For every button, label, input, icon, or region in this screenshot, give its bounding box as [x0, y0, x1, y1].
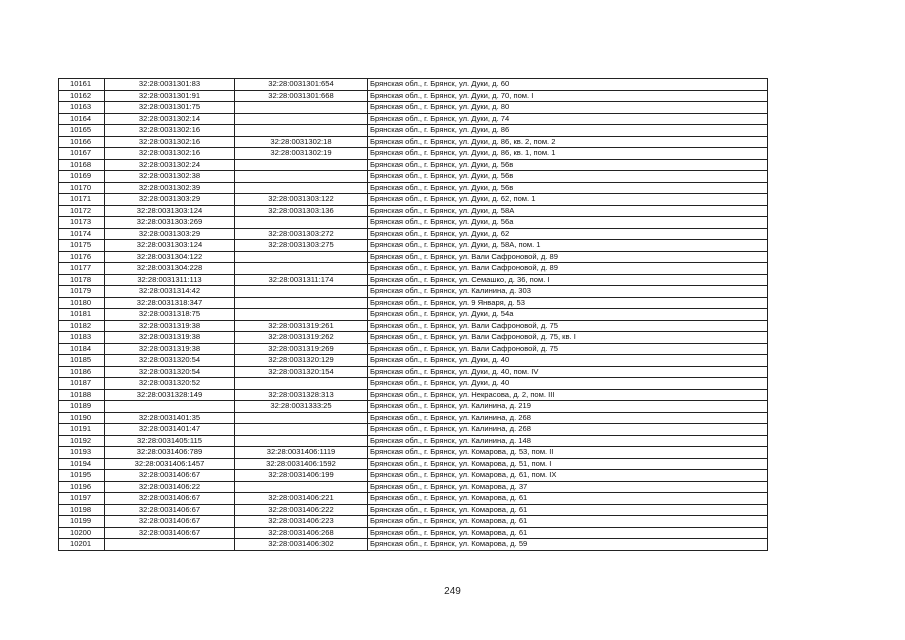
object-cadastral-cell — [235, 217, 368, 229]
row-number-cell: 10171 — [59, 194, 105, 206]
row-number-cell: 10182 — [59, 320, 105, 332]
row-number-cell: 10200 — [59, 527, 105, 539]
table-row — [59, 228, 768, 240]
table-row — [59, 389, 768, 401]
address-cell: Брянская обл., г. Брянск, ул. Комарова, д. 61 — [368, 493, 768, 505]
object-cadastral-cell — [235, 378, 368, 390]
address-cell: Брянская обл., г. Брянск, ул. Дуки, д. 58А, пом. 1 — [368, 240, 768, 252]
registry-table — [58, 78, 768, 551]
object-cadastral-cell — [235, 159, 368, 171]
land-plot-cadastral-cell: 32:28:0031302:16 — [105, 148, 235, 160]
address-cell: Брянская обл., г. Брянск, ул. Дуки, д. 54а — [368, 309, 768, 321]
object-cadastral-cell: 32:28:0031303:136 — [235, 205, 368, 217]
table-row — [59, 320, 768, 332]
object-cadastral-cell — [235, 102, 368, 114]
address-cell: Брянская обл., г. Брянск, ул. Дуки, д. 60 — [368, 79, 768, 91]
address-cell: Брянская обл., г. Брянск, ул. Комарова, д. 53, пом. II — [368, 447, 768, 459]
table-row — [59, 182, 768, 194]
row-number-cell: 10189 — [59, 401, 105, 413]
land-plot-cadastral-cell: 32:28:0031406:67 — [105, 504, 235, 516]
land-plot-cadastral-cell: 32:28:0031319:38 — [105, 332, 235, 344]
object-cadastral-cell — [235, 309, 368, 321]
table-row — [59, 286, 768, 298]
object-cadastral-cell: 32:28:0031320:154 — [235, 366, 368, 378]
row-number-cell: 10168 — [59, 159, 105, 171]
object-cadastral-cell: 32:28:0031406:221 — [235, 493, 368, 505]
object-cadastral-cell: 32:28:0031406:1592 — [235, 458, 368, 470]
land-plot-cadastral-cell: 32:28:0031320:52 — [105, 378, 235, 390]
table-row — [59, 136, 768, 148]
address-cell: Брянская обл., г. Брянск, ул. Дуки, д. 56в — [368, 182, 768, 194]
object-cadastral-cell: 32:28:0031406:302 — [235, 539, 368, 551]
object-cadastral-cell — [235, 171, 368, 183]
table-row — [59, 481, 768, 493]
row-number-cell: 10173 — [59, 217, 105, 229]
address-cell: Брянская обл., г. Брянск, ул. 9 Января, д. 53 — [368, 297, 768, 309]
address-cell: Брянская обл., г. Брянск, ул. Комарова, д. 61, пом. IX — [368, 470, 768, 482]
land-plot-cadastral-cell — [105, 539, 235, 551]
address-cell: Брянская обл., г. Брянск, ул. Дуки, д. 56в — [368, 159, 768, 171]
object-cadastral-cell: 32:28:0031406:268 — [235, 527, 368, 539]
land-plot-cadastral-cell: 32:28:0031318:347 — [105, 297, 235, 309]
table-row — [59, 274, 768, 286]
table-row — [59, 90, 768, 102]
table-row — [59, 125, 768, 137]
land-plot-cadastral-cell: 32:28:0031301:75 — [105, 102, 235, 114]
row-number-cell: 10186 — [59, 366, 105, 378]
land-plot-cadastral-cell: 32:28:0031303:29 — [105, 194, 235, 206]
registry-table-body — [59, 79, 768, 551]
table-row — [59, 102, 768, 114]
land-plot-cadastral-cell: 32:28:0031311:113 — [105, 274, 235, 286]
object-cadastral-cell: 32:28:0031320:129 — [235, 355, 368, 367]
row-number-cell: 10195 — [59, 470, 105, 482]
object-cadastral-cell: 32:28:0031319:262 — [235, 332, 368, 344]
address-cell: Брянская обл., г. Брянск, ул. Комарова, д. 51, пом. I — [368, 458, 768, 470]
object-cadastral-cell — [235, 251, 368, 263]
row-number-cell: 10174 — [59, 228, 105, 240]
row-number-cell: 10201 — [59, 539, 105, 551]
land-plot-cadastral-cell: 32:28:0031401:35 — [105, 412, 235, 424]
land-plot-cadastral-cell: 32:28:0031304:228 — [105, 263, 235, 275]
land-plot-cadastral-cell — [105, 401, 235, 413]
object-cadastral-cell — [235, 412, 368, 424]
land-plot-cadastral-cell: 32:28:0031328:149 — [105, 389, 235, 401]
row-number-cell: 10181 — [59, 309, 105, 321]
object-cadastral-cell: 32:28:0031406:222 — [235, 504, 368, 516]
table-row — [59, 527, 768, 539]
table-row — [59, 309, 768, 321]
table-row — [59, 435, 768, 447]
object-cadastral-cell — [235, 125, 368, 137]
address-cell: Брянская обл., г. Брянск, ул. Калинина, д. 219 — [368, 401, 768, 413]
object-cadastral-cell — [235, 286, 368, 298]
object-cadastral-cell: 32:28:0031302:18 — [235, 136, 368, 148]
object-cadastral-cell — [235, 424, 368, 436]
address-cell: Брянская обл., г. Брянск, ул. Вали Сафроновой, д. 75 — [368, 320, 768, 332]
table-row — [59, 171, 768, 183]
row-number-cell: 10166 — [59, 136, 105, 148]
row-number-cell: 10196 — [59, 481, 105, 493]
land-plot-cadastral-cell: 32:28:0031302:38 — [105, 171, 235, 183]
land-plot-cadastral-cell: 32:28:0031318:75 — [105, 309, 235, 321]
address-cell: Брянская обл., г. Брянск, ул. Дуки, д. 40, пом. IV — [368, 366, 768, 378]
row-number-cell: 10191 — [59, 424, 105, 436]
land-plot-cadastral-cell: 32:28:0031314:42 — [105, 286, 235, 298]
row-number-cell: 10185 — [59, 355, 105, 367]
address-cell: Брянская обл., г. Брянск, ул. Комарова, д. 61 — [368, 516, 768, 528]
address-cell: Брянская обл., г. Брянск, ул. Вали Сафроновой, д. 75, кв. I — [368, 332, 768, 344]
table-row — [59, 366, 768, 378]
land-plot-cadastral-cell: 32:28:0031406:67 — [105, 493, 235, 505]
object-cadastral-cell: 32:28:0031406:199 — [235, 470, 368, 482]
land-plot-cadastral-cell: 32:28:0031302:16 — [105, 125, 235, 137]
table-row — [59, 113, 768, 125]
address-cell: Брянская обл., г. Брянск, ул. Дуки, д. 58А — [368, 205, 768, 217]
land-plot-cadastral-cell: 32:28:0031406:67 — [105, 470, 235, 482]
table-row — [59, 401, 768, 413]
land-plot-cadastral-cell: 32:28:0031401:47 — [105, 424, 235, 436]
row-number-cell: 10198 — [59, 504, 105, 516]
table-row — [59, 240, 768, 252]
table-row — [59, 159, 768, 171]
row-number-cell: 10190 — [59, 412, 105, 424]
object-cadastral-cell: 32:28:0031328:313 — [235, 389, 368, 401]
address-cell: Брянская обл., г. Брянск, ул. Комарова, д. 37 — [368, 481, 768, 493]
row-number-cell: 10170 — [59, 182, 105, 194]
row-number-cell: 10180 — [59, 297, 105, 309]
table-row — [59, 263, 768, 275]
land-plot-cadastral-cell: 32:28:0031303:29 — [105, 228, 235, 240]
row-number-cell: 10161 — [59, 79, 105, 91]
table-row — [59, 493, 768, 505]
row-number-cell: 10188 — [59, 389, 105, 401]
object-cadastral-cell: 32:28:0031303:275 — [235, 240, 368, 252]
address-cell: Брянская обл., г. Брянск, ул. Калинина, д. 148 — [368, 435, 768, 447]
table-row — [59, 251, 768, 263]
row-number-cell: 10162 — [59, 90, 105, 102]
row-number-cell: 10169 — [59, 171, 105, 183]
land-plot-cadastral-cell: 32:28:0031319:38 — [105, 343, 235, 355]
table-row — [59, 194, 768, 206]
land-plot-cadastral-cell: 32:28:0031303:124 — [105, 240, 235, 252]
row-number-cell: 10167 — [59, 148, 105, 160]
object-cadastral-cell: 32:28:0031301:654 — [235, 79, 368, 91]
address-cell: Брянская обл., г. Брянск, ул. Вали Сафроновой, д. 75 — [368, 343, 768, 355]
object-cadastral-cell: 32:28:0031301:668 — [235, 90, 368, 102]
address-cell: Брянская обл., г. Брянск, ул. Семашко, д. 36, пом. I — [368, 274, 768, 286]
land-plot-cadastral-cell: 32:28:0031319:38 — [105, 320, 235, 332]
address-cell: Брянская обл., г. Брянск, ул. Дуки, д. 40 — [368, 355, 768, 367]
object-cadastral-cell: 32:28:0031319:269 — [235, 343, 368, 355]
land-plot-cadastral-cell: 32:28:0031320:54 — [105, 355, 235, 367]
address-cell: Брянская обл., г. Брянск, ул. Дуки, д. 70, пом. I — [368, 90, 768, 102]
address-cell: Брянская обл., г. Брянск, ул. Дуки, д. 86, кв. 2, пом. 2 — [368, 136, 768, 148]
address-cell: Брянская обл., г. Брянск, ул. Дуки, д. 86, кв. 1, пом. 1 — [368, 148, 768, 160]
address-cell: Брянская обл., г. Брянск, ул. Дуки, д. 80 — [368, 102, 768, 114]
table-row — [59, 79, 768, 91]
address-cell: Брянская обл., г. Брянск, ул. Дуки, д. 62 — [368, 228, 768, 240]
object-cadastral-cell — [235, 435, 368, 447]
object-cadastral-cell: 32:28:0031333:25 — [235, 401, 368, 413]
land-plot-cadastral-cell: 32:28:0031301:91 — [105, 90, 235, 102]
table-row — [59, 458, 768, 470]
table-row — [59, 516, 768, 528]
object-cadastral-cell: 32:28:0031303:272 — [235, 228, 368, 240]
land-plot-cadastral-cell: 32:28:0031302:16 — [105, 136, 235, 148]
table-row — [59, 470, 768, 482]
row-number-cell: 10184 — [59, 343, 105, 355]
address-cell: Брянская обл., г. Брянск, ул. Комарова, д. 61 — [368, 527, 768, 539]
land-plot-cadastral-cell: 32:28:0031406:789 — [105, 447, 235, 459]
object-cadastral-cell: 32:28:0031319:261 — [235, 320, 368, 332]
address-cell: Брянская обл., г. Брянск, ул. Дуки, д. 86 — [368, 125, 768, 137]
object-cadastral-cell — [235, 297, 368, 309]
object-cadastral-cell: 32:28:0031302:19 — [235, 148, 368, 160]
address-cell: Брянская обл., г. Брянск, ул. Дуки, д. 56в — [368, 171, 768, 183]
table-row — [59, 424, 768, 436]
row-number-cell: 10193 — [59, 447, 105, 459]
row-number-cell: 10192 — [59, 435, 105, 447]
table-row — [59, 504, 768, 516]
object-cadastral-cell: 32:28:0031406:223 — [235, 516, 368, 528]
table-row — [59, 332, 768, 344]
address-cell: Брянская обл., г. Брянск, ул. Калинина, д. 303 — [368, 286, 768, 298]
table-row — [59, 539, 768, 551]
row-number-cell: 10172 — [59, 205, 105, 217]
row-number-cell: 10183 — [59, 332, 105, 344]
object-cadastral-cell — [235, 481, 368, 493]
land-plot-cadastral-cell: 32:28:0031406:1457 — [105, 458, 235, 470]
address-cell: Брянская обл., г. Брянск, ул. Дуки, д. 74 — [368, 113, 768, 125]
address-cell: Брянская обл., г. Брянск, ул. Вали Сафроновой, д. 89 — [368, 251, 768, 263]
row-number-cell: 10164 — [59, 113, 105, 125]
table-row — [59, 217, 768, 229]
land-plot-cadastral-cell: 32:28:0031405:115 — [105, 435, 235, 447]
address-cell: Брянская обл., г. Брянск, ул. Дуки, д. 62, пом. 1 — [368, 194, 768, 206]
object-cadastral-cell: 32:28:0031406:1119 — [235, 447, 368, 459]
address-cell: Брянская обл., г. Брянск, ул. Дуки, д. 56а — [368, 217, 768, 229]
row-number-cell: 10178 — [59, 274, 105, 286]
table-row — [59, 355, 768, 367]
land-plot-cadastral-cell: 32:28:0031406:67 — [105, 516, 235, 528]
table-row — [59, 343, 768, 355]
object-cadastral-cell — [235, 263, 368, 275]
land-plot-cadastral-cell: 32:28:0031301:83 — [105, 79, 235, 91]
table-row — [59, 297, 768, 309]
object-cadastral-cell: 32:28:0031311:174 — [235, 274, 368, 286]
land-plot-cadastral-cell: 32:28:0031320:54 — [105, 366, 235, 378]
address-cell: Брянская обл., г. Брянск, ул. Вали Сафроновой, д. 89 — [368, 263, 768, 275]
land-plot-cadastral-cell: 32:28:0031304:122 — [105, 251, 235, 263]
land-plot-cadastral-cell: 32:28:0031406:67 — [105, 527, 235, 539]
row-number-cell: 10194 — [59, 458, 105, 470]
object-cadastral-cell: 32:28:0031303:122 — [235, 194, 368, 206]
row-number-cell: 10199 — [59, 516, 105, 528]
row-number-cell: 10179 — [59, 286, 105, 298]
land-plot-cadastral-cell: 32:28:0031406:22 — [105, 481, 235, 493]
land-plot-cadastral-cell: 32:28:0031303:124 — [105, 205, 235, 217]
table-row — [59, 148, 768, 160]
land-plot-cadastral-cell: 32:28:0031302:39 — [105, 182, 235, 194]
page-number: 249 — [444, 586, 461, 597]
address-cell: Брянская обл., г. Брянск, ул. Комарова, д. 61 — [368, 504, 768, 516]
row-number-cell: 10163 — [59, 102, 105, 114]
row-number-cell: 10177 — [59, 263, 105, 275]
object-cadastral-cell — [235, 182, 368, 194]
table-row — [59, 378, 768, 390]
land-plot-cadastral-cell: 32:28:0031302:24 — [105, 159, 235, 171]
table-row — [59, 412, 768, 424]
address-cell: Брянская обл., г. Брянск, ул. Дуки, д. 40 — [368, 378, 768, 390]
row-number-cell: 10176 — [59, 251, 105, 263]
land-plot-cadastral-cell: 32:28:0031303:269 — [105, 217, 235, 229]
table-row — [59, 205, 768, 217]
address-cell: Брянская обл., г. Брянск, ул. Комарова, д. 59 — [368, 539, 768, 551]
row-number-cell: 10187 — [59, 378, 105, 390]
object-cadastral-cell — [235, 113, 368, 125]
address-cell: Брянская обл., г. Брянск, ул. Некрасова, д. 2, пом. III — [368, 389, 768, 401]
row-number-cell: 10165 — [59, 125, 105, 137]
row-number-cell: 10197 — [59, 493, 105, 505]
table-row — [59, 447, 768, 459]
address-cell: Брянская обл., г. Брянск, ул. Калинина, д. 268 — [368, 424, 768, 436]
address-cell: Брянская обл., г. Брянск, ул. Калинина, д. 268 — [368, 412, 768, 424]
row-number-cell: 10175 — [59, 240, 105, 252]
land-plot-cadastral-cell: 32:28:0031302:14 — [105, 113, 235, 125]
